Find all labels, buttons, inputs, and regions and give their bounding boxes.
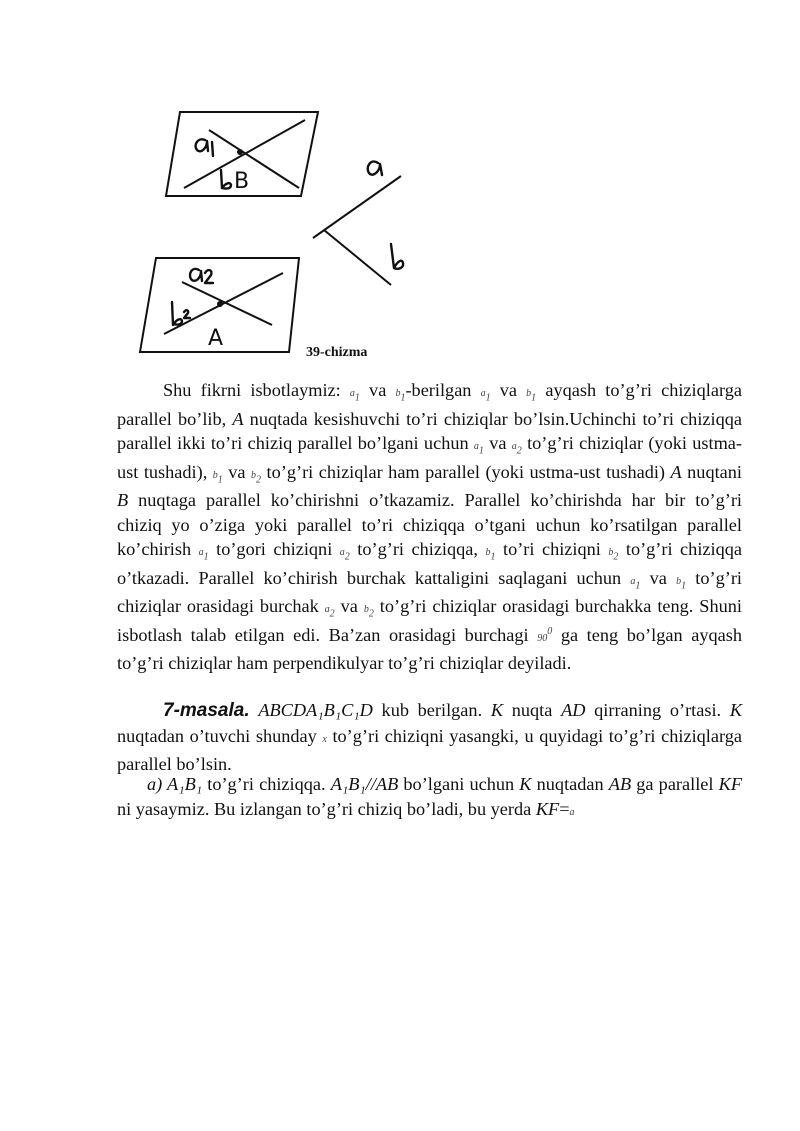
line-a2 xyxy=(164,273,283,334)
label-b xyxy=(391,244,403,269)
figure-39 xyxy=(0,0,800,370)
figure-caption: 39-chizma xyxy=(306,345,368,360)
label-a xyxy=(368,162,382,175)
task-7: 7-masala. ABCDA₁B₁C₁D kub berilgan. K nuqta AD qirraning o’rtasi. K nuqtadan o’tuvchi shunday x to’g’ri chiziqni yasangki, u quyidagi to’g’ri chiziqlarga parallel bo’lsin. xyxy=(117,700,743,774)
task-label: 7-masala. xyxy=(163,700,250,721)
label-a1-top xyxy=(196,139,213,156)
label-A: A xyxy=(208,326,224,351)
line-b xyxy=(324,230,391,285)
label-B: B xyxy=(234,169,250,194)
case-a: a) A₁B₁ to’g’ri chiziqqa. A₁B₁//AB bo’lgani uchun K nuqtadan AB ga parallel KF ni yasaymiz. Bu izlangan to’g’ri chiziq bo’ladi, bu yerda KF=a xyxy=(117,774,743,819)
line-a xyxy=(313,176,401,238)
label-a2 xyxy=(190,269,213,283)
proof-paragraph: Shu fikrni isbotlaymiz: $a_1$ va $b_1$-berilgan $a_1$ va $b_1$ ayqash to’g’ri chiziqlarga parallel bo’lib, A nuqtada kesishuvchi to’ri chiziqlar bo’lsin.Uchinchi to’ri chiziqqa parallel ikki to’ri chiziq parallel bo’lgani uchun $a_1$ va $a_2$ to’g’ri chiziqlar (yoki ustma-ust tushadi), $b_1$ va $b_2$ to’g’ri chiziqlar ham parallel (yoki ustma-ust tushadi) A nuqtani B nuqtaga parallel ko’chirishni o’tkazamiz. Parallel ko’chirishda har bir to’g’ri chiziq yo o’ziga yoki parallel to’ri chiziqqa o’tgani uchun ko’rsatilgan parallel ko’chirish $a_1$ to’gori chiziqni $a_2$ to’g’ri chiziqqa, $b_1$ to’ri chiziqni $b_2$ to’g’ri chiziqqa o’tkazadi. Parallel ko’chirish burchak kattaligini saqlagani uchun $a_1$ va $b_1$ to’g’ri chiziqlar orasidagi burchak $a_2$ va $b_2$ to’g’ri chiziqlar orasidagi burchakka teng. Shuni isbotlash talab etilgan edi. Ba’zan orasidagi burchagi $90^0$ ga teng bo’lgan ayqash to’g’ri chiziqlar ham perpendikulyar to’g’ri chiziqlar deyiladi. xyxy=(117,380,743,673)
point-B xyxy=(237,149,243,155)
point-A xyxy=(217,301,223,307)
label-b-top xyxy=(221,170,231,189)
